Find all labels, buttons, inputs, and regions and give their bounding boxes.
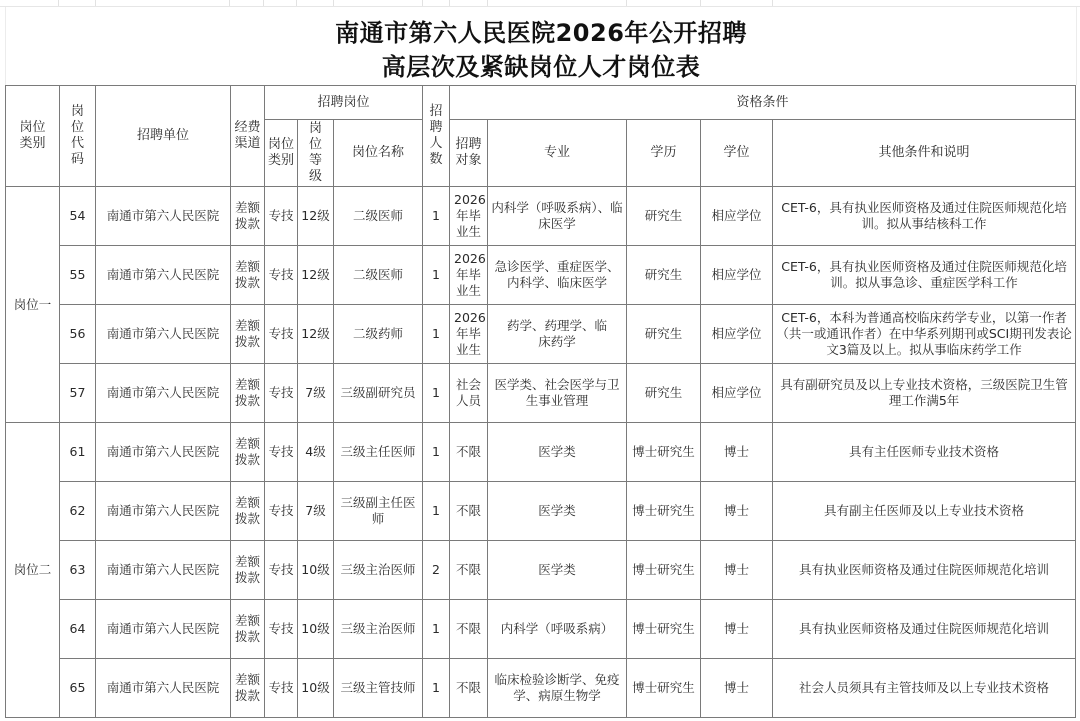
cell-education: 博士研究生 (627, 423, 701, 482)
cell-level: 12级 (298, 187, 334, 246)
cell-education: 博士研究生 (627, 482, 701, 541)
cell-major: 医学类 (488, 541, 627, 600)
header-major: 专业 (488, 120, 627, 187)
cell-other: 具有执业医师资格及通过住院医师规范化培训 (773, 600, 1076, 659)
cell-code: 61 (60, 423, 96, 482)
table-row (6, 423, 1076, 482)
cell-target: 2026年毕业生 (450, 187, 488, 246)
cell-funding: 差额拨款 (231, 246, 265, 305)
cell-funding: 差额拨款 (231, 423, 265, 482)
cell-type: 专技 (265, 600, 298, 659)
cell-education: 研究生 (627, 246, 701, 305)
cell-type: 专技 (265, 246, 298, 305)
cell-target: 不限 (450, 423, 488, 482)
table-row (6, 305, 1076, 364)
cell-unit: 南通市第六人民医院 (96, 541, 231, 600)
header-position-group: 招聘岗位 (265, 86, 423, 120)
cell-level: 10级 (298, 541, 334, 600)
header-funding: 经费渠道 (231, 86, 265, 187)
cell-other: CET-6，具有执业医师资格及通过住院医师规范化培训。拟从事结核科工作 (773, 187, 1076, 246)
cell-major: 医学类 (488, 423, 627, 482)
cell-level: 10级 (298, 659, 334, 718)
title-line-2: 高层次及紧缺岗位人才岗位表 (381, 53, 701, 81)
cell-target: 2026年毕业生 (450, 305, 488, 364)
cell-code: 56 (60, 305, 96, 364)
cell-level: 7级 (298, 482, 334, 541)
cell-name: 二级医师 (334, 187, 423, 246)
cell-major: 药学、药理学、临床药学 (488, 305, 627, 364)
recruitment-table (5, 85, 1076, 718)
cell-degree: 博士 (701, 541, 773, 600)
cell-other: 具有副研究员及以上专业技术资格，三级医院卫生管理工作满5年 (773, 364, 1076, 423)
cell-other: CET-6，本科为普通高校临床药学专业，以第一作者（共一或通讯作者）在中华系列期刊或SCI期刊发表论文3篇及以上。拟从事临床药学工作 (773, 305, 1076, 364)
table-row (6, 600, 1076, 659)
cell-count: 2 (423, 541, 450, 600)
cell-other: 具有副主任医师及以上专业技术资格 (773, 482, 1076, 541)
cell-funding: 差额拨款 (231, 187, 265, 246)
header-qualification-group: 资格条件 (450, 86, 1076, 120)
cell-education: 博士研究生 (627, 541, 701, 600)
cell-funding: 差额拨款 (231, 541, 265, 600)
cell-type: 专技 (265, 187, 298, 246)
cell-education: 博士研究生 (627, 600, 701, 659)
cell-major: 医学类、社会医学与卫生事业管理 (488, 364, 627, 423)
cell-count: 1 (423, 305, 450, 364)
cell-major: 内科学（呼吸系病） (488, 600, 627, 659)
cell-other: 社会人员须具有主管技师及以上专业技术资格 (773, 659, 1076, 718)
header-pos-name: 岗位名称 (334, 120, 423, 187)
cell-count: 1 (423, 246, 450, 305)
cell-level: 12级 (298, 305, 334, 364)
cell-degree: 相应学位 (701, 246, 773, 305)
title-line-1: 南通市第六人民医院2026年公开招聘 (335, 19, 747, 47)
cell-target: 社会人员 (450, 364, 488, 423)
cell-major: 内科学（呼吸系病）、临床医学 (488, 187, 627, 246)
cell-name: 三级主治医师 (334, 600, 423, 659)
header-pos-type: 岗位类别 (265, 120, 298, 187)
cell-degree: 相应学位 (701, 187, 773, 246)
cell-name: 三级主治医师 (334, 541, 423, 600)
cell-other: 具有主任医师专业技术资格 (773, 423, 1076, 482)
cell-degree: 博士 (701, 482, 773, 541)
cell-education: 研究生 (627, 187, 701, 246)
cell-name: 二级药师 (334, 305, 423, 364)
cell-unit: 南通市第六人民医院 (96, 187, 231, 246)
cell-target: 不限 (450, 541, 488, 600)
cell-degree: 博士 (701, 423, 773, 482)
cell-type: 专技 (265, 659, 298, 718)
cell-code: 65 (60, 659, 96, 718)
table-row (6, 482, 1076, 541)
header-pos-level: 岗位等级 (298, 120, 334, 187)
table-row (6, 364, 1076, 423)
header-unit: 招聘单位 (96, 86, 231, 187)
cell-unit: 南通市第六人民医院 (96, 482, 231, 541)
cell-count: 1 (423, 659, 450, 718)
cell-funding: 差额拨款 (231, 482, 265, 541)
cell-unit: 南通市第六人民医院 (96, 305, 231, 364)
cell-name: 二级医师 (334, 246, 423, 305)
cell-count: 1 (423, 187, 450, 246)
cell-funding: 差额拨款 (231, 659, 265, 718)
cell-code: 64 (60, 600, 96, 659)
cell-funding: 差额拨款 (231, 600, 265, 659)
cell-type: 专技 (265, 541, 298, 600)
cell-unit: 南通市第六人民医院 (96, 600, 231, 659)
cell-degree: 相应学位 (701, 364, 773, 423)
cell-funding: 差额拨款 (231, 305, 265, 364)
header-other: 其他条件和说明 (773, 120, 1076, 187)
cell-name: 三级副研究员 (334, 364, 423, 423)
cell-code: 54 (60, 187, 96, 246)
cell-code: 55 (60, 246, 96, 305)
cell-target: 不限 (450, 482, 488, 541)
cell-count: 1 (423, 423, 450, 482)
cell-code: 62 (60, 482, 96, 541)
cell-code: 63 (60, 541, 96, 600)
cell-type: 专技 (265, 364, 298, 423)
header-degree: 学位 (701, 120, 773, 187)
group-label: 岗位二 (6, 423, 60, 718)
header-code: 岗位代码 (60, 86, 96, 187)
cell-level: 7级 (298, 364, 334, 423)
header-education: 学历 (627, 120, 701, 187)
table-row (6, 659, 1076, 718)
header-category: 岗位类别 (6, 86, 60, 187)
cell-target: 2026年毕业生 (450, 246, 488, 305)
cell-name: 三级主管技师 (334, 659, 423, 718)
cell-unit: 南通市第六人民医院 (96, 364, 231, 423)
cell-major: 急诊医学、重症医学、内科学、临床医学 (488, 246, 627, 305)
header-target: 招聘对象 (450, 120, 488, 187)
cell-degree: 相应学位 (701, 305, 773, 364)
document-title (5, 7, 1077, 85)
group-label: 岗位一 (6, 187, 60, 423)
cell-name: 三级主任医师 (334, 423, 423, 482)
cell-education: 研究生 (627, 364, 701, 423)
cell-count: 1 (423, 364, 450, 423)
cell-type: 专技 (265, 305, 298, 364)
cell-other: 具有执业医师资格及通过住院医师规范化培训 (773, 541, 1076, 600)
cell-level: 10级 (298, 600, 334, 659)
table-row (6, 187, 1076, 246)
cell-major: 临床检验诊断学、免疫学、病原生物学 (488, 659, 627, 718)
cell-count: 1 (423, 600, 450, 659)
cell-unit: 南通市第六人民医院 (96, 423, 231, 482)
header-count: 招聘人数 (423, 86, 450, 187)
cell-target: 不限 (450, 600, 488, 659)
table-row (6, 541, 1076, 600)
cell-degree: 博士 (701, 600, 773, 659)
cell-degree: 博士 (701, 659, 773, 718)
previous-table-edge (0, 0, 1080, 7)
cell-education: 博士研究生 (627, 659, 701, 718)
cell-level: 4级 (298, 423, 334, 482)
cell-name: 三级副主任医师 (334, 482, 423, 541)
cell-education: 研究生 (627, 305, 701, 364)
cell-count: 1 (423, 482, 450, 541)
cell-major: 医学类 (488, 482, 627, 541)
cell-unit: 南通市第六人民医院 (96, 659, 231, 718)
cell-funding: 差额拨款 (231, 364, 265, 423)
cell-type: 专技 (265, 423, 298, 482)
cell-type: 专技 (265, 482, 298, 541)
cell-other: CET-6，具有执业医师资格及通过住院医师规范化培训。拟从事急诊、重症医学科工作 (773, 246, 1076, 305)
cell-code: 57 (60, 364, 96, 423)
cell-unit: 南通市第六人民医院 (96, 246, 231, 305)
cell-target: 不限 (450, 659, 488, 718)
table-row (6, 246, 1076, 305)
cell-level: 12级 (298, 246, 334, 305)
